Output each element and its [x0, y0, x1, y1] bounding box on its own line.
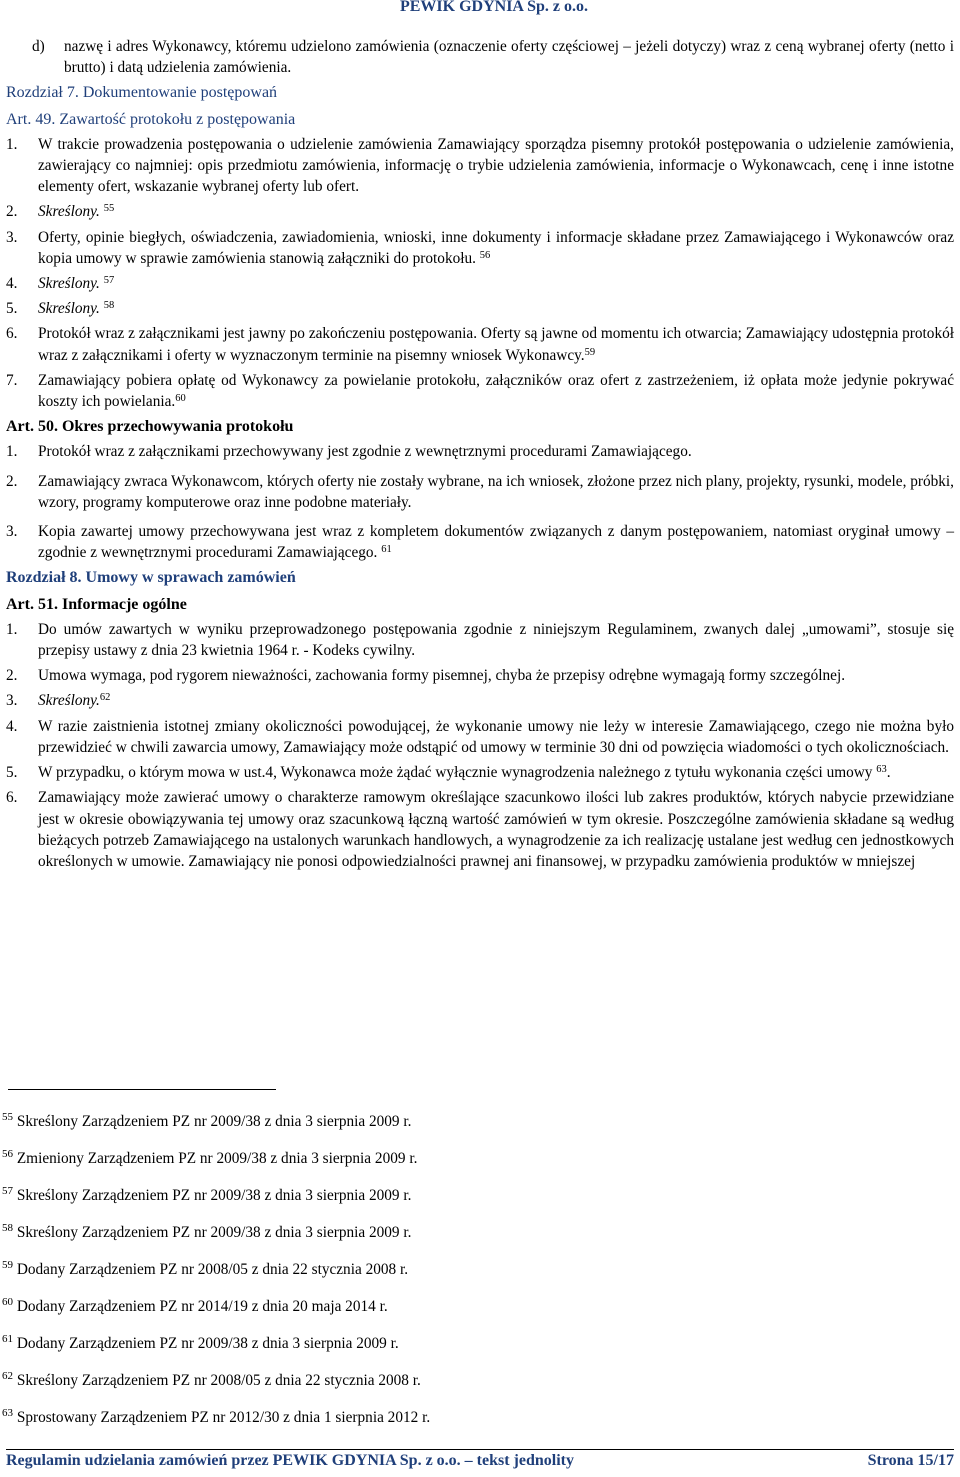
footnote-59: $^{59}$ Dodany Zarządzeniem PZ nr 2008/05 z dnia 22 stycznia 2008 r. [2, 1259, 409, 1278]
footnote-57: $^{57}$ Skreślony Zarządzeniem PZ nr 2009/38 z dnia 3 sierpnia 2009 r. [2, 1185, 412, 1204]
footnote-56: $^{56}$ Zmieniony Zarządzeniem PZ nr 2009/38 z dnia 3 sierpnia 2009 r. [2, 1148, 418, 1167]
item-label: d) [32, 38, 45, 55]
footnote-separator [8, 1089, 276, 1090]
art50-item-1: 1. Protokół wraz z załącznikami przechowywany jest zgodnie z wewnętrznymi procedurami Zamawiającego. [6, 443, 692, 461]
art-49-title: Art. 49. Zawartość protokołu z postępowania [6, 110, 296, 128]
art51-item-4: 4. W razie zaistnienia istotnej zmiany okoliczności powodującej, że wykonanie umowy nie leży w interesie Zamawiającego, czego nie można było przewidzieć w chwili zawarcia umowy, Zamawiający może odstąpić od umowy w terminie 30 dni od powzięcia wiadomości o tych okolicznościach. [6, 717, 954, 756]
art49-item-6: 6. Protokół wraz z załącznikami jest jawny po zakończeniu postępowania. Oferty są jawne od momentu ich otwarcia; Zamawiający udostępnia protokół wraz z załącznikami i oferty w wyznaczonym terminie na pisemny wniosek Wykonawcy.$^{59}$ [6, 325, 954, 364]
footnote-ref-58[interactable]: 58 [103, 300, 115, 312]
page-footer [6, 1449, 954, 1472]
art51-item-2: 2. Umowa wymaga, pod rygorem nieważności, zachowania formy pisemnej, chyba że przepisy odrębne wymagają formy szczególnej. [6, 667, 846, 685]
art-51-title: Art. 51. Informacje ogólne [6, 595, 187, 613]
art49-item-4: 4. Skreślony. $^{57}$ [6, 275, 115, 293]
art50-item-3: 3. Kopia zawartej umowy przechowywana jest wraz z kompletem dokumentów związanych z danym postępowaniem, natomiast oryginał umowy – zgodnie z wewnętrznymi procedurami Zamawiającego. $^{61}$ [6, 523, 954, 562]
page-header: PEWIK GDYNIA Sp. z o.o. [399, 0, 588, 15]
footnote-ref-57[interactable]: 57 [103, 275, 115, 287]
art51-item-3: 3. Skreślony.$^{62}$ [6, 692, 111, 710]
footnote-62: $^{62}$ Skreślony Zarządzeniem PZ nr 2008/05 z dnia 22 stycznia 2008 r. [2, 1370, 421, 1389]
footnote-ref-55[interactable]: 55 [103, 203, 115, 215]
footnote-61: $^{61}$ Dodany Zarządzeniem PZ nr 2009/38 z dnia 3 sierpnia 2009 r. [2, 1333, 399, 1352]
footnotes [2, 1111, 942, 1444]
art51-item-6: 6. Zamawiający może zawierać umowy o charakterze ramowym określające szacunkowo ilości lub zakres produktów, których nabycie przewidziane jest w okresie obowiązywania tej umowy oraz szacunkową łączną wartość zamówień w tym okresie. Poszczególne zamówienia składane są według bieżących potrzeb Zamawiającego na ustalonych warunkach handlowych, a wynagrodzenie za ich realizację ustalane jest według cen jednostkowych określonych w umowie. Zamawiający nie ponosi odpowiedzialności prawnej ani finansowej, w przypadku zamówienia produktów w mniejszej [6, 789, 954, 870]
art49-item-7: 7. Zamawiający pobiera opłatę od Wykonawcy za powielanie protokołu, załączników oraz ofert z zastrzeżeniem, iż opłata może jedynie pokrywać koszty ich powielania.$^{60}$ [6, 371, 954, 411]
art51-item-5: 5. W przypadku, o którym mowa w ust.4, Wykonawca może żądać wyłącznie wynagrodzenia należnego z tytułu wykonania części umowy $^{63}$. [6, 764, 891, 782]
list-item-d [6, 36, 954, 78]
footer-title: Regulamin udzielania zamówień przez PEWIK GDYNIA Sp. z o.o. – tekst jednolity [6, 1452, 574, 1469]
chapter-7-title: Rozdział 7. Dokumentowanie postępowań [6, 84, 278, 102]
footnote-ref-60[interactable]: 60 [175, 393, 186, 405]
footnote-55: $^{55}$ Skreślony Zarządzeniem PZ nr 2009/38 z dnia 3 sierpnia 2009 r. [2, 1111, 412, 1130]
art49-item-3: 3. Oferty, opinie biegłych, oświadczenia, zawiadomienia, wnioski, inne dokumenty i informacje składane przez Zamawiającego i Wykonawców oraz kopia umowy w sprawie zamówienia stanowią załączniki do protokołu. $^{56}$ [6, 228, 954, 267]
document-body [6, 36, 954, 872]
footnote-ref-63[interactable]: 63 [876, 764, 887, 776]
footnote-ref-59[interactable]: 59 [584, 346, 596, 358]
footnote-ref-56[interactable]: 56 [479, 249, 491, 261]
art49-item-5: 5. Skreślony. $^{58}$ [6, 300, 115, 318]
footnote-ref-61[interactable]: 61 [381, 544, 392, 556]
art50-item-2: 2. Zamawiający zwraca Wykonawcom, których oferty nie zostały wybrane, na ich wniosek, złożone przez nich plany, projekty, rysunki, modele, próbki, wzory, programy komputerowe oraz inne podobne materiały. [6, 472, 955, 511]
footnote-63: $^{63}$ Sprostowany Zarządzeniem PZ nr 2012/30 z dnia 1 sierpnia 2012 r. [2, 1407, 431, 1426]
page-number: Strona 15/17 [867, 1452, 954, 1469]
art49-item-2: 2. Skreślony. $^{55}$ [6, 203, 115, 221]
footnote-58: $^{58}$ Skreślony Zarządzeniem PZ nr 2009/38 z dnia 3 sierpnia 2009 r. [2, 1222, 412, 1241]
art49-item-1: 1. W trakcie prowadzenia postępowania o udzielenie zamówienia Zamawiający sporządza pisemny protokół postępowania o udzielenie zamówienia, zawierający co najmniej: opis przedmiotu zamówienia, informację o trybie udzielenia zamówienia, informacje o Wykonawcach, cenę i inne istotne elementy ofert, wskazanie wybranej oferty lub ofert. [6, 135, 954, 196]
item-text: nazwę i adres Wykonawcy, któremu udzielono zamówienia (oznaczenie oferty częściowej – jeżeli dotyczy) wraz z ceną wybranej oferty (netto i brutto) i datą udzielenia zamówienia. [64, 38, 954, 77]
footnote-60: $^{60}$ Dodany Zarządzeniem PZ nr 2014/19 z dnia 20 maja 2014 r. [2, 1296, 388, 1315]
footnote-ref-62[interactable]: 62 [99, 692, 111, 704]
art-50-title: Art. 50. Okres przechowywania protokołu [6, 418, 294, 436]
chapter-8-title: Rozdział 8. Umowy w sprawach zamówień [6, 569, 296, 587]
art51-item-1: 1. Do umów zawartych w wyniku przeprowadzonego postępowania zgodnie z niniejszym Regulaminem, zwanych dalej „umowami”, stosuje się przepisy ustawy z dnia 23 kwietnia 1964 r. - Kodeks cywilny. [6, 620, 954, 660]
